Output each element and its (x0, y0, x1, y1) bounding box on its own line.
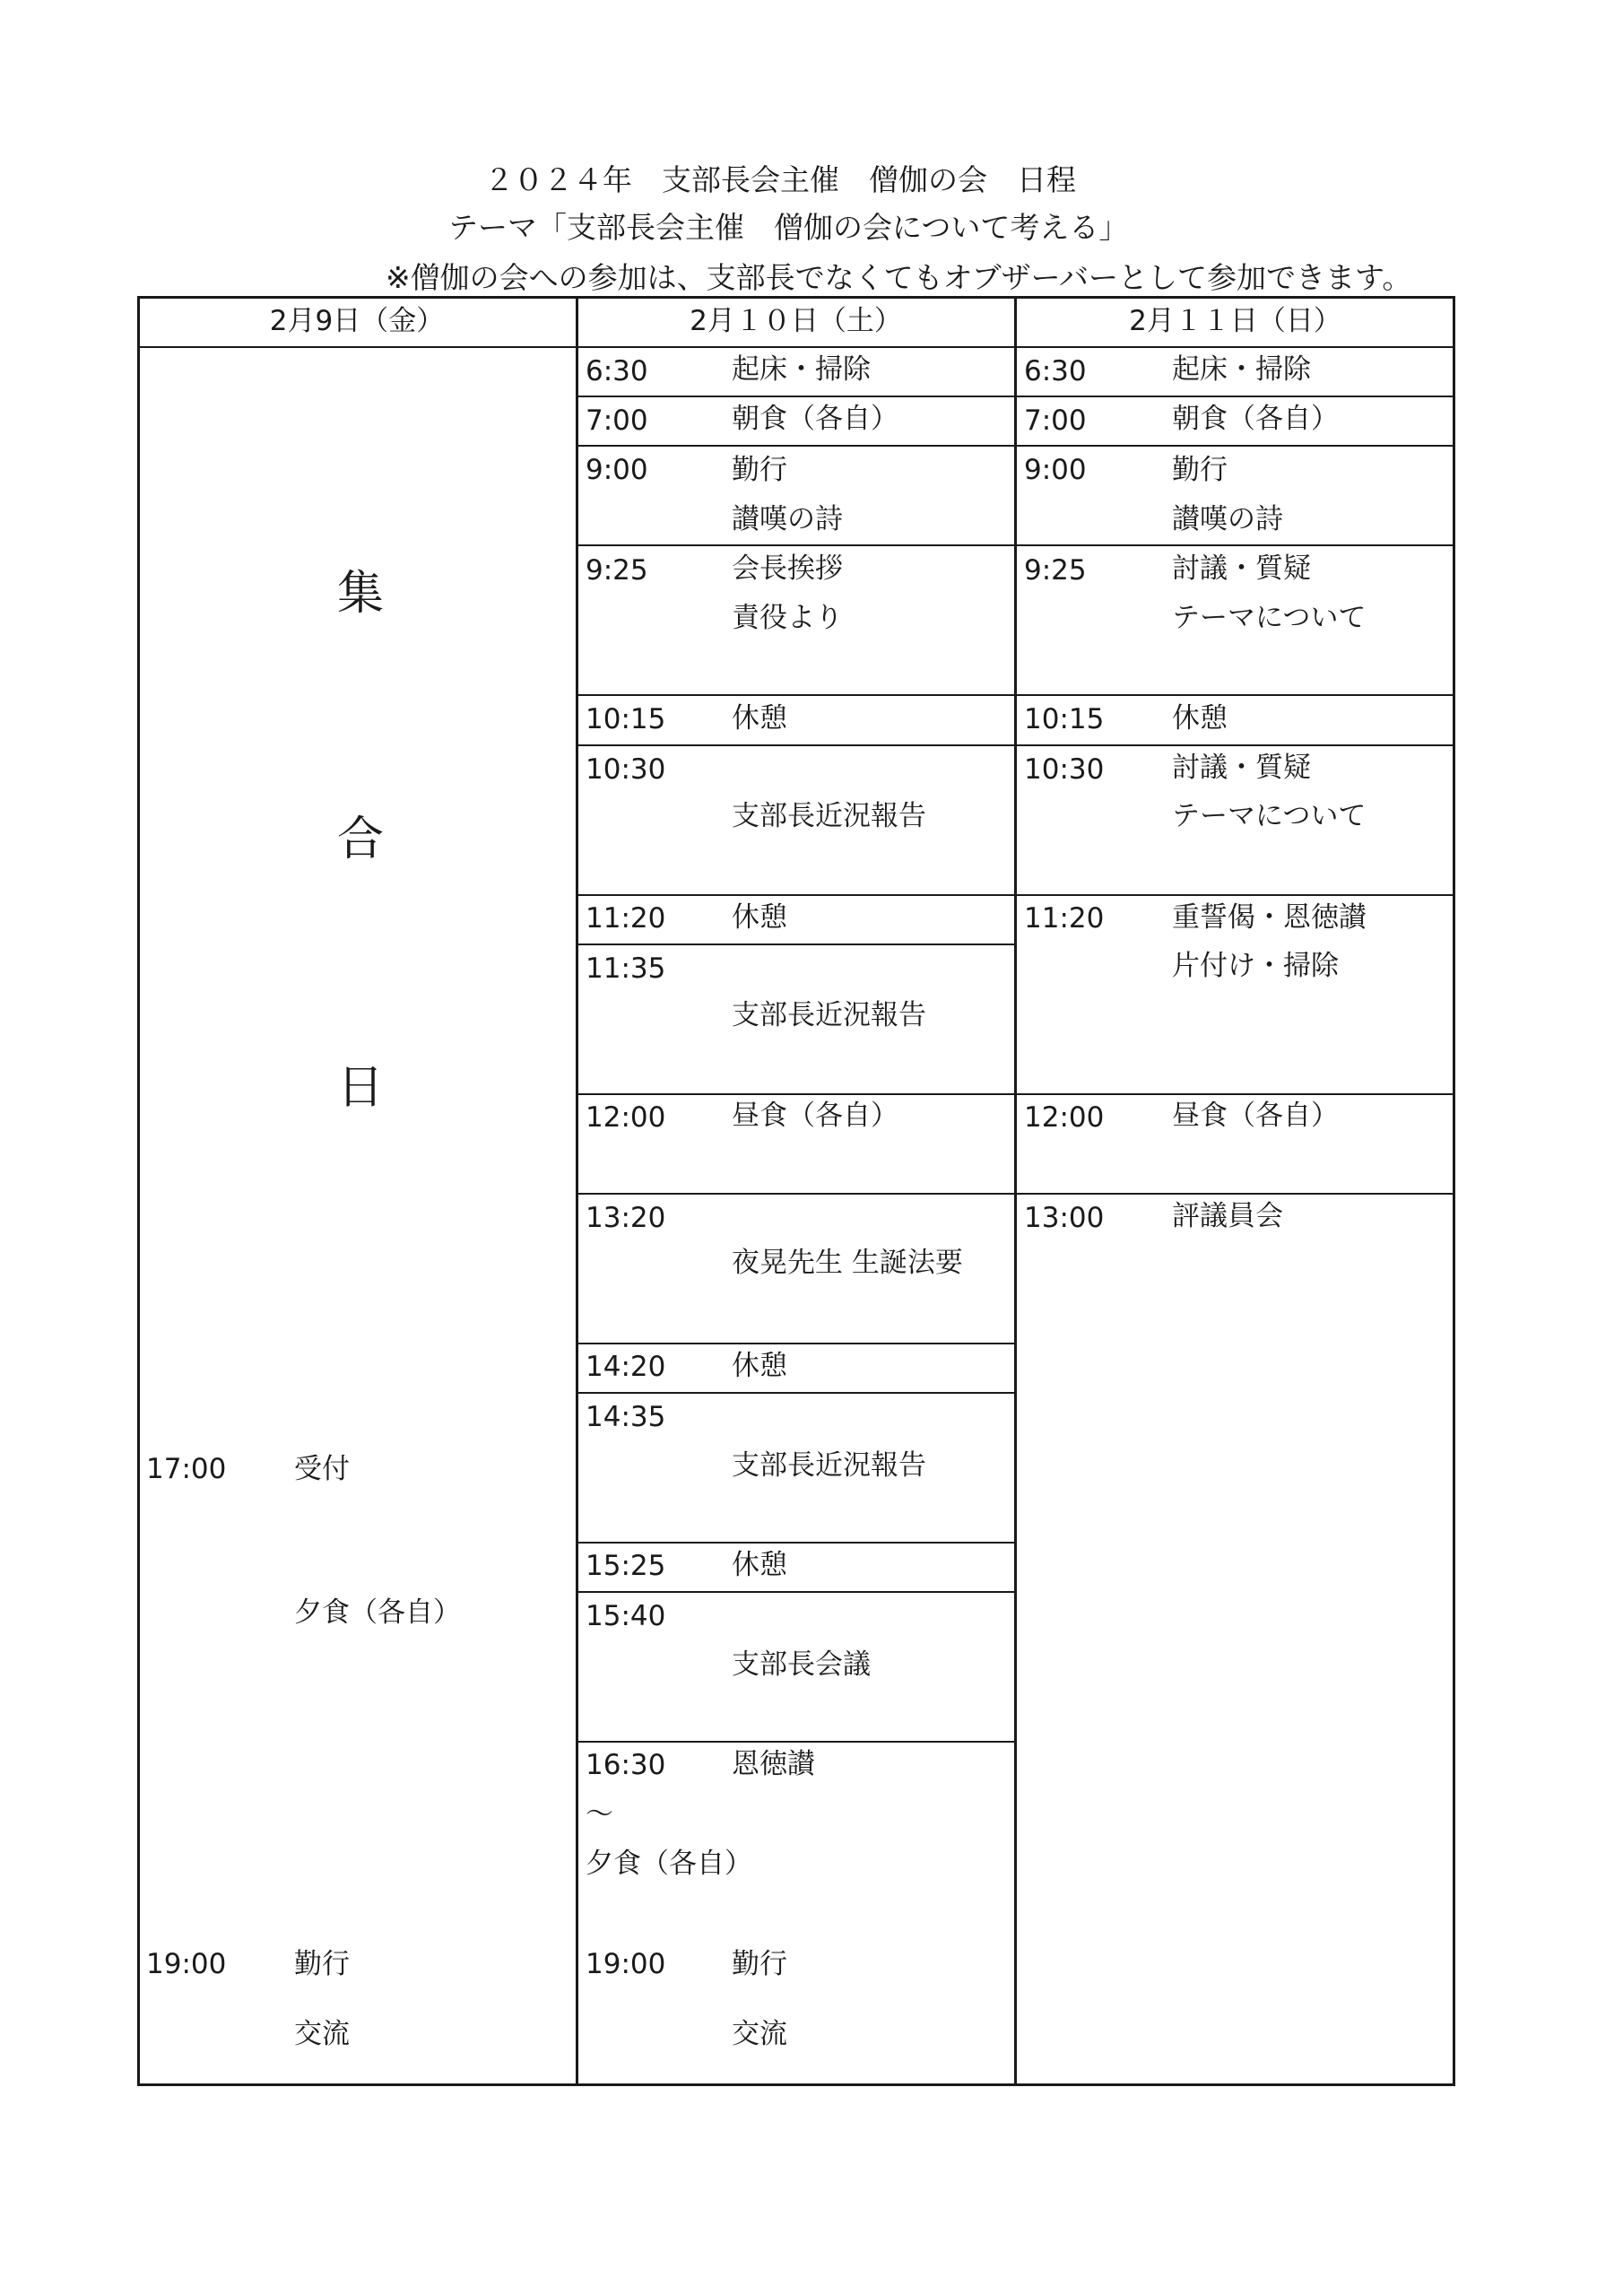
row-divider (577, 744, 1015, 746)
schedule-event: 起床・掃除 (732, 353, 871, 386)
schedule-time: 11:20 (1024, 902, 1105, 935)
schedule-event: 恩徳讃 (732, 1748, 815, 1780)
schedule-time: 10:30 (586, 753, 666, 786)
schedule-time: 6:30 (586, 355, 648, 387)
schedule-event: 勤行 (294, 1948, 350, 1980)
schedule-event-sub: 夕食（各自） (586, 1848, 752, 1880)
day-header-feb9: 2月9日（金） (269, 305, 445, 337)
schedule-time: 9:00 (1024, 454, 1087, 486)
schedule-event: 支部長近況報告 (732, 800, 926, 832)
schedule-event-sub: テーマについて (1172, 800, 1367, 832)
schedule-time: 15:25 (586, 1550, 666, 1582)
schedule-time: 14:20 (586, 1351, 666, 1383)
row-divider (577, 1343, 1015, 1344)
schedule-event: 朝食（各自） (1172, 403, 1339, 435)
schedule-event-sub: 讃嘆の詩 (1172, 503, 1283, 535)
row-divider (1015, 744, 1455, 746)
schedule-time: 12:00 (1024, 1101, 1105, 1134)
schedule-time: 13:20 (586, 1202, 666, 1234)
schedule-event: 朝食（各自） (732, 403, 898, 435)
header-divider (137, 346, 1455, 348)
row-divider (577, 694, 1015, 696)
schedule-time: 7:00 (586, 404, 648, 437)
schedule-time: 9:25 (1024, 554, 1087, 587)
schedule-event-sub: 責役より (732, 602, 843, 634)
participation-note: ※僧伽の会への参加は、支部長でなくてもオブザーバーとして参加できます。 (386, 260, 1412, 295)
row-divider (577, 1741, 1015, 1743)
schedule-event-sub: テーマについて (1172, 602, 1367, 634)
row-divider (1015, 1093, 1455, 1095)
schedule-time: 19:00 (586, 1948, 666, 1980)
schedule-time: 6:30 (1024, 355, 1087, 387)
schedule-event: 会長挨拶 (732, 552, 843, 585)
schedule-title: ２０２４年 支部長会主催 僧伽の会 日程 (484, 162, 1076, 197)
schedule-event: 勤行 (732, 454, 787, 486)
row-divider (577, 1591, 1015, 1593)
row-divider (1015, 1193, 1455, 1195)
row-divider (577, 396, 1015, 397)
schedule-time: 10:30 (1024, 753, 1105, 786)
schedule-event: 勤行 (732, 1948, 787, 1980)
schedule-event: 支部長近況報告 (732, 999, 926, 1031)
schedule-time: 10:15 (1024, 703, 1105, 735)
row-divider (577, 1392, 1015, 1394)
gathering-day-char: 合 (337, 813, 385, 866)
schedule-event: 受付 (294, 1453, 350, 1485)
row-divider (1015, 396, 1455, 397)
schedule-time: 16:30 (586, 1749, 666, 1781)
column-divider (1014, 296, 1017, 2086)
schedule-event: 討議・質疑 (1172, 752, 1311, 784)
schedule-tilde: 〜 (586, 1798, 613, 1831)
row-divider (577, 894, 1015, 896)
schedule-event: 休憩 (732, 702, 787, 735)
day-header-feb10: 2月１０日（土） (690, 305, 902, 337)
schedule-event: 休憩 (732, 901, 787, 934)
row-divider (577, 1193, 1015, 1195)
schedule-table (137, 296, 1455, 2086)
schedule-time: 7:00 (1024, 404, 1087, 437)
schedule-time: 15:40 (586, 1600, 666, 1632)
gathering-day-char: 日 (337, 1061, 385, 1115)
schedule-event: 夜晃先生 生誕法要 (732, 1247, 963, 1279)
column-divider (576, 296, 578, 2086)
row-divider (577, 944, 1015, 945)
row-divider (1015, 544, 1455, 546)
schedule-event-sub: 交流 (732, 2018, 787, 2050)
schedule-time: 12:00 (586, 1101, 666, 1134)
schedule-time: 13:00 (1024, 1202, 1105, 1234)
day-header-feb11: 2月１１日（日） (1129, 305, 1341, 337)
schedule-event: 重誓偈・恩徳讃 (1172, 901, 1367, 934)
row-divider (577, 445, 1015, 447)
schedule-event-sub: 讃嘆の詩 (732, 503, 843, 535)
row-divider (1015, 894, 1455, 896)
schedule-time: 9:00 (586, 454, 648, 486)
schedule-time: 11:35 (586, 952, 666, 985)
schedule-event: 支部長近況報告 (732, 1449, 926, 1482)
schedule-event: 勤行 (1172, 454, 1228, 486)
row-divider (577, 544, 1015, 546)
schedule-time: 19:00 (146, 1948, 227, 1980)
schedule-time: 14:35 (586, 1401, 666, 1433)
schedule-event: 休憩 (732, 1350, 787, 1382)
schedule-time: 17:00 (146, 1453, 227, 1485)
schedule-time: 11:20 (586, 902, 666, 935)
schedule-event: 起床・掃除 (1172, 353, 1311, 386)
schedule-event: 夕食（各自） (294, 1596, 461, 1629)
schedule-event: 昼食（各自） (1172, 1100, 1339, 1132)
schedule-event: 評議員会 (1172, 1200, 1283, 1232)
schedule-time: 10:15 (586, 703, 666, 735)
schedule-event-sub: 片付け・掃除 (1172, 950, 1339, 982)
schedule-event: 支部長会議 (732, 1648, 871, 1681)
row-divider (577, 1093, 1015, 1095)
schedule-event: 昼食（各自） (732, 1100, 898, 1132)
schedule-theme: テーマ「支部長会主催 僧伽の会について考える」 (448, 210, 1129, 245)
row-divider (1015, 694, 1455, 696)
schedule-event: 休憩 (1172, 702, 1228, 735)
row-divider (577, 1542, 1015, 1544)
row-divider (1015, 445, 1455, 447)
schedule-event-sub: 交流 (294, 2018, 350, 2050)
schedule-event: 討議・質疑 (1172, 552, 1311, 585)
gathering-day-char: 集 (337, 567, 385, 621)
schedule-time: 9:25 (586, 554, 648, 587)
schedule-event: 休憩 (732, 1549, 787, 1581)
